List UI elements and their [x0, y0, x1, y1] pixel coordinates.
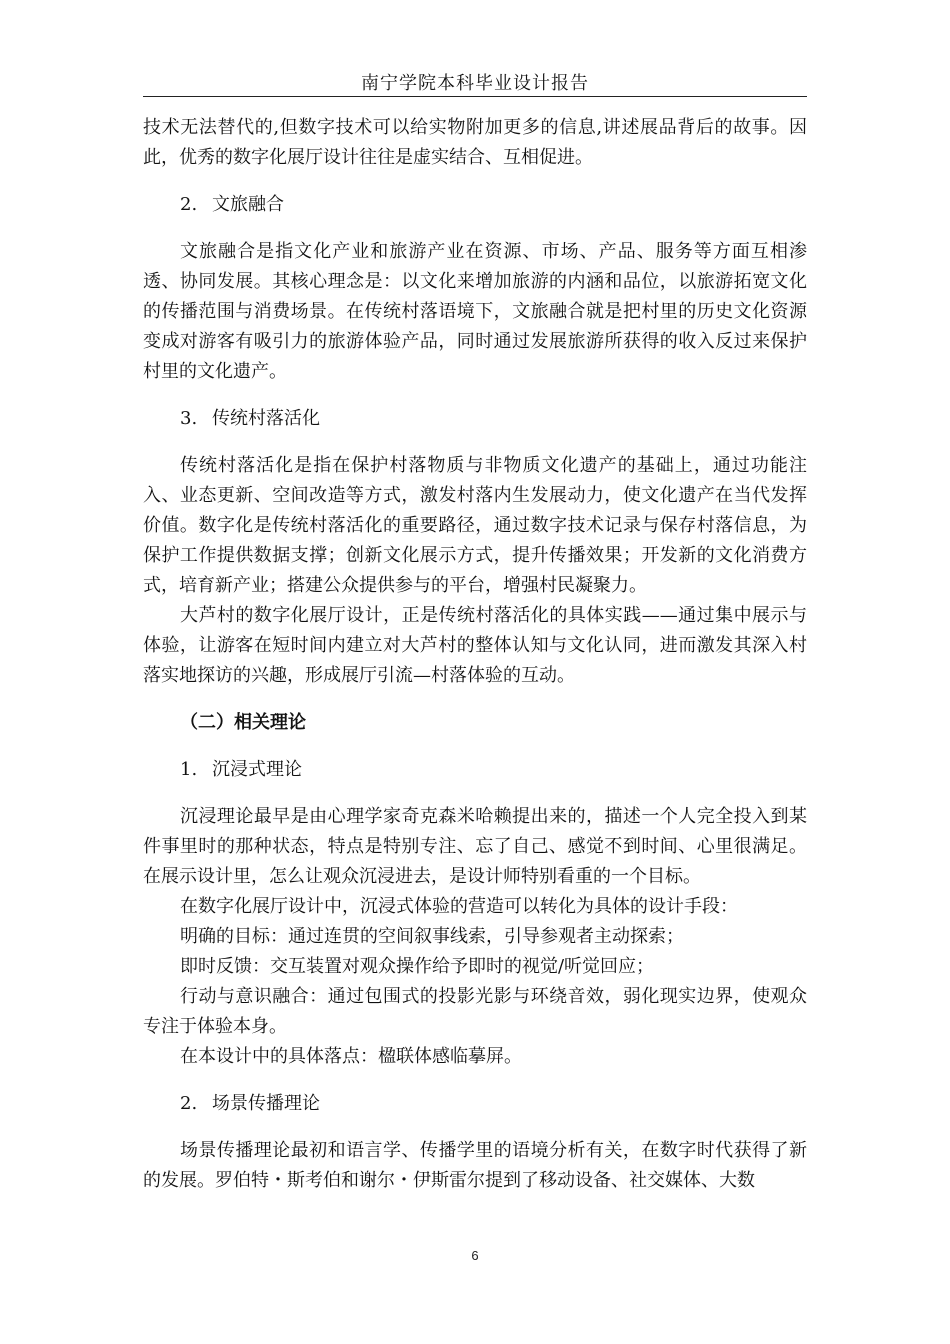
paragraph: 行动与意识融合：通过包围式的投影光影与环绕音效，弱化现实边界，使观众专注于体验本身。 — [143, 986, 807, 1037]
paragraph: 在本设计中的具体落点：楹联体感临摹屏。 — [180, 1046, 522, 1067]
heading-number: 2. — [180, 194, 198, 215]
header-title: 南宁学院本科毕业设计报告 — [361, 73, 589, 94]
subheading-immersion-theory — [143, 755, 807, 785]
paragraph: 明确的目标：通过连贯的空间叙事线索，引导参观者主动探索； — [180, 926, 684, 947]
paragraph: 传统村落活化是指在保护村落物质与非物质文化遗产的基础上，通过功能注入、业态更新、空间改造等方式，激发村落内生发展动力，使文化遗产在当代发挥价值。数字化是传统村落活化的重要路径，通过数字技术记录与保存村落信息，为保护工作提供数据支撑；创新文化展示方式，提升传播效果；开发新的文化消费方式，培育新产业；搭建公众提供参与的平台，增强村民凝聚力。 — [143, 455, 807, 596]
document-body — [143, 113, 807, 1196]
paragraph: 大芦村的数字化展厅设计，正是传统村落活化的具体实践——通过集中展示与体验，让游客在短时间内建立对大芦村的整体认知与文化认同，进而激发其深入村落实地探访的兴趣，形成展厅引流—村落体验的互动。 — [143, 605, 807, 686]
heading-number: 1. — [180, 759, 198, 780]
heading-text: 沉浸式理论 — [212, 759, 302, 780]
paragraph: 场景传播理论最初和语言学、传播学里的语境分析有关，在数字时代获得了新的发展。罗伯特・斯考伯和谢尔・伊斯雷尔提到了移动设备、社交媒体、大数 — [143, 1140, 807, 1191]
heading-text: 传统村落活化 — [212, 408, 320, 429]
paragraph: 文旅融合是指文化产业和旅游产业在资源、市场、产品、服务等方面互相渗透、协同发展。其核心理念是：以文化来增加旅游的内涵和品位，以旅游拓宽文化的传播范围与消费场景。在传统村落语境下，文旅融合就是把村里的历史文化资源变成对游客有吸引力的旅游体验产品，同时通过发展旅游所获得的收入反过来保护村里的文化遗产。 — [143, 241, 807, 382]
paragraph: 即时反馈：交互装置对观众操作给予即时的视觉/听觉回应； — [180, 956, 655, 977]
paragraph: 沉浸理论最早是由心理学家奇克森米哈赖提出来的，描述一个人完全投入到某件事里时的那种状态，特点是特别专注、忘了自己、感觉不到时间、心里很满足。在展示设计里，怎么让观众沉浸进去，是设计师特别看重的一个目标。 — [143, 806, 807, 887]
heading-text: 场景传播理论 — [212, 1093, 320, 1114]
section-heading: （二）相关理论 — [180, 712, 306, 733]
page-number: 6 — [471, 1248, 479, 1263]
subheading-scene-communication-theory — [143, 1089, 807, 1119]
paragraph: 技术无法替代的,但数字技术可以给实物附加更多的信息,讲述展品背后的故事。因此，优秀的数字化展厅设计往往是虚实结合、互相促进。 — [143, 117, 807, 168]
heading-text: 文旅融合 — [212, 194, 284, 215]
heading-number: 3. — [180, 408, 198, 429]
subheading-cultural-tourism — [143, 190, 807, 220]
page-header — [143, 56, 807, 97]
paragraph: 在数字化展厅设计中，沉浸式体验的营造可以转化为具体的设计手段： — [180, 896, 738, 917]
heading-number: 2. — [180, 1093, 198, 1114]
subheading-village-revitalization — [143, 404, 807, 434]
